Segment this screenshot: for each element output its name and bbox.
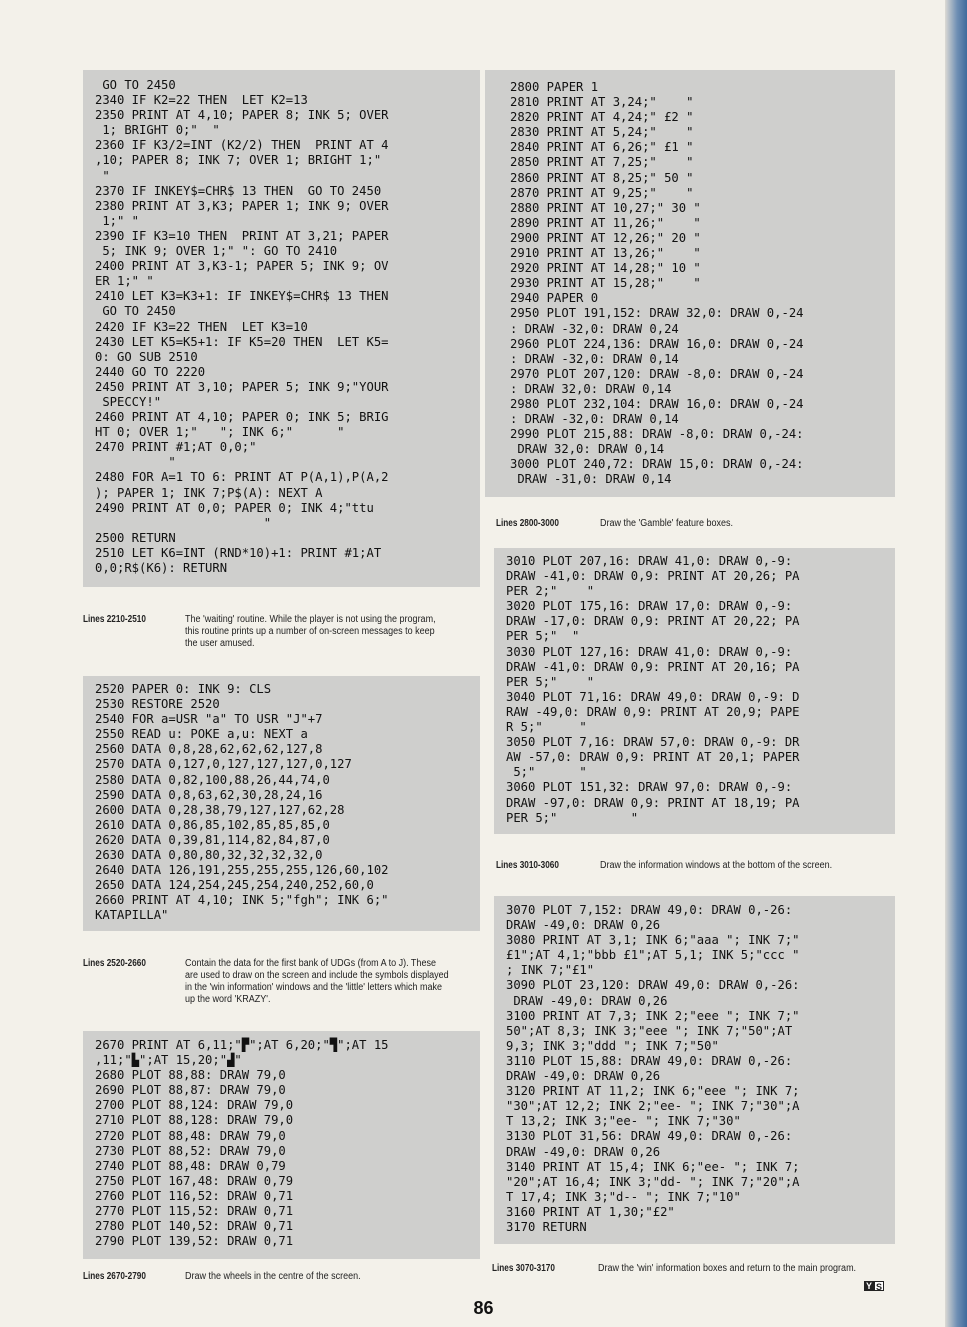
code-line: 2750 PLOT 167,48: DRAW 0,79 bbox=[95, 1173, 294, 1188]
code-line: ,10; PAPER 8; INK 7; OVER 1; BRIGHT 1;" bbox=[95, 153, 382, 168]
code-line: 2500 RETURN bbox=[95, 530, 176, 545]
code-line: 2560 DATA 0,8,28,62,62,62,127,8 bbox=[95, 742, 323, 757]
caption-label: Lines 2520-2660 bbox=[83, 958, 146, 969]
caption-text: Draw the information windows at the bottom of the screen. bbox=[600, 860, 833, 871]
code-line: 2430 LET K5=K5+1: IF K5=20 THEN LET K5= bbox=[95, 334, 389, 349]
code-line: 2840 PRINT AT 6,26;" £1 " bbox=[510, 140, 694, 155]
code-line: 0,0;R$(K6): RETURN bbox=[95, 561, 228, 575]
code-line: 0: GO SUB 2510 bbox=[95, 349, 198, 364]
code-line: DRAW -41,0: DRAW 0,9: PRINT AT 20,16; PA bbox=[506, 659, 800, 674]
code-line: 3080 PRINT AT 3,1; INK 6;"aaa "; INK 7;" bbox=[506, 933, 800, 948]
page-edge-stripe bbox=[945, 0, 967, 1327]
code-line: 2810 PRINT AT 3,24;" " bbox=[510, 95, 694, 110]
code-line: 5; INK 9; OVER 1;" ": GO TO 2410 bbox=[95, 244, 338, 259]
code-line: : DRAW -32,0: DRAW 0,14 bbox=[510, 351, 679, 366]
code-line: 2850 PRINT AT 7,25;" " bbox=[510, 155, 694, 170]
code-line: 3010 PLOT 207,16: DRAW 41,0: DRAW 0,-9: bbox=[506, 554, 793, 568]
code-listing-2520-2660 bbox=[83, 676, 480, 931]
code-line: " bbox=[95, 168, 110, 183]
caption-label: Lines 2800-3000 bbox=[496, 518, 559, 529]
code-line: 2480 FOR A=1 TO 6: PRINT AT P(A,1),P(A,2 bbox=[95, 470, 389, 485]
code-line: 2940 PAPER 0 bbox=[510, 291, 599, 306]
code-line: SPECCY!" bbox=[95, 394, 162, 409]
caption-text: The 'waiting' routine. While the player is not using the program, this routine prints up a number of on-screen messages to keep the user amused. bbox=[185, 614, 436, 649]
code-line: DRAW -49,0: DRAW 0,26 bbox=[506, 993, 668, 1008]
code-line: 3100 PRINT AT 7,3; INK 2;"eee "; INK 7;" bbox=[506, 1008, 800, 1023]
code-line: : DRAW -32,0: DRAW 0,24 bbox=[510, 321, 679, 336]
code-line: 2980 PLOT 232,104: DRAW 16,0: DRAW 0,-24 bbox=[510, 396, 804, 411]
code-line: DRAW 32,0: DRAW 0,14 bbox=[510, 442, 665, 457]
caption-label: Lines 2210-2510 bbox=[83, 614, 146, 625]
code-line: 2650 DATA 124,254,245,254,240,252,60,0 bbox=[95, 878, 374, 893]
code-line: 2570 DATA 0,127,0,127,127,127,0,127 bbox=[95, 757, 352, 772]
caption-3070-3170 bbox=[492, 1263, 892, 1275]
code-line: KATAPILLA" bbox=[95, 908, 169, 923]
caption-label: Lines 2670-2790 bbox=[83, 1271, 146, 1282]
badge-y: Y bbox=[865, 1281, 872, 1291]
code-line: 2830 PRINT AT 5,24;" " bbox=[510, 125, 694, 140]
code-line: 3120 PRINT AT 11,2; INK 6;"eee "; INK 7; bbox=[506, 1084, 800, 1099]
code-line: 3030 PLOT 127,16: DRAW 41,0: DRAW 0,-9: bbox=[506, 644, 793, 659]
code-line: 2730 PLOT 88,52: DRAW 79,0 bbox=[95, 1143, 286, 1158]
code-line: 3020 PLOT 175,16: DRAW 17,0: DRAW 0,-9: bbox=[506, 599, 793, 614]
code-listing-2340-2510 bbox=[83, 70, 480, 587]
code-line: 2600 DATA 0,28,38,79,127,127,62,28 bbox=[95, 802, 345, 817]
code-line: 50";AT 8,3; INK 3;"eee "; INK 7;"50";AT bbox=[506, 1023, 793, 1038]
code-line: 2900 PRINT AT 12,26;" 20 " bbox=[510, 230, 701, 245]
code-line: : DRAW 32,0: DRAW 0,14 bbox=[510, 381, 672, 396]
code-line: 2510 LET K6=INT (RND*10)+1: PRINT #1;AT bbox=[95, 545, 382, 560]
code-line: 2410 LET K3=K3+1: IF INKEY$=CHR$ 13 THEN bbox=[95, 289, 389, 304]
code-line: 3070 PLOT 7,152: DRAW 49,0: DRAW 0,-26: bbox=[506, 903, 793, 917]
caption-2800-3000 bbox=[496, 518, 896, 530]
code-line: 2590 DATA 0,8,63,62,30,28,24,16 bbox=[95, 787, 323, 802]
code-line: GO TO 2450 bbox=[95, 304, 176, 319]
code-line: 2400 PRINT AT 3,K3-1; PAPER 5; INK 9; OV bbox=[95, 259, 389, 274]
code-line: 2690 PLOT 88,87: DRAW 79,0 bbox=[95, 1083, 286, 1098]
code-line: 3130 PLOT 31,56: DRAW 49,0: DRAW 0,-26: bbox=[506, 1129, 793, 1144]
caption-text: Contain the data for the first bank of UDGs (from A to J). These are used to draw on the screen and include the symbols displayed in the 'win information' windows and the 'little' letters which make up the word 'KRAZY'. bbox=[185, 958, 449, 1005]
code-line: 2870 PRINT AT 9,25;" " bbox=[510, 185, 694, 200]
code-line: 2740 PLOT 88,48: DRAW 0,79 bbox=[95, 1158, 286, 1173]
code-line: DRAW -49,0: DRAW 0,26 bbox=[506, 1144, 661, 1159]
caption-label: Lines 3010-3060 bbox=[496, 860, 559, 871]
code-line: 1;" " bbox=[95, 213, 140, 228]
code-line: T 17,4; INK 3;"d-- "; INK 7;"10" bbox=[506, 1189, 741, 1204]
code-line: DRAW -31,0: DRAW 0,14 bbox=[510, 472, 672, 487]
code-line: AW -57,0: DRAW 0,9: PRINT AT 20,1; PAPER bbox=[506, 750, 800, 765]
code-line: 2970 PLOT 207,120: DRAW -8,0: DRAW 0,-24 bbox=[510, 366, 804, 381]
code-line: : DRAW -32,0: DRAW 0,14 bbox=[510, 412, 679, 427]
caption-2520-2660 bbox=[83, 958, 480, 1006]
code-line: T 13,2; INK 3;"ee- "; INK 7;"30" bbox=[506, 1114, 741, 1129]
code-line: PER 5;" " bbox=[506, 674, 595, 689]
code-line: PER 5;" " bbox=[506, 810, 639, 825]
code-listing-3010-3060 bbox=[494, 548, 895, 834]
code-line: 2380 PRINT AT 3,K3; PAPER 1; INK 9; OVER bbox=[95, 198, 389, 213]
code-line: DRAW -49,0: DRAW 0,26 bbox=[506, 918, 661, 933]
code-line: 3110 PLOT 15,88: DRAW 49,0: DRAW 0,-26: bbox=[506, 1053, 793, 1068]
code-line: RAW -49,0: DRAW 0,9: PRINT AT 20,9; PAPE bbox=[506, 704, 800, 719]
code-line: 2490 PRINT AT 0,0; PAPER 0; INK 4;"ttu bbox=[95, 500, 374, 515]
code-line: 2340 IF K2=22 THEN LET K2=13 bbox=[95, 93, 308, 108]
code-line: 2470 PRINT #1;AT 0,0;" bbox=[95, 440, 257, 455]
code-line: ,11;"▙";AT 15,20;"▟" bbox=[95, 1053, 242, 1068]
code-line: 2660 PRINT AT 4,10; INK 5;"fgh"; INK 6;" bbox=[95, 893, 389, 908]
code-line: 2880 PRINT AT 10,27;" 30 " bbox=[510, 200, 701, 215]
page-number: 86 bbox=[473, 1298, 494, 1318]
caption-2670-2790 bbox=[83, 1271, 480, 1283]
code-line: "20";AT 16,4; INK 3;"dd- "; INK 7;"20";A bbox=[506, 1174, 800, 1189]
code-line: 2780 PLOT 140,52: DRAW 0,71 bbox=[95, 1219, 294, 1234]
code-line: GO TO 2450 bbox=[95, 78, 176, 92]
caption-text: Draw the wheels in the centre of the screen. bbox=[185, 1271, 361, 1282]
code-line: 2550 READ u: POKE a,u: NEXT a bbox=[95, 727, 308, 742]
code-listing-3070-3170 bbox=[494, 896, 895, 1244]
code-line: 2520 PAPER 0: INK 9: CLS bbox=[95, 682, 272, 696]
code-line: 2460 PRINT AT 4,10; PAPER 0; INK 5; BRIG bbox=[95, 410, 389, 425]
code-line: 3000 PLOT 240,72: DRAW 15,0: DRAW 0,-24: bbox=[510, 457, 804, 472]
code-line: 3040 PLOT 71,16: DRAW 49,0: DRAW 0,-9: D bbox=[506, 689, 800, 704]
code-listing-2800-3000 bbox=[485, 70, 895, 497]
code-line: R 5;" " bbox=[506, 720, 587, 735]
code-line: 3160 PRINT AT 1,30;"£2" bbox=[506, 1204, 675, 1219]
code-line: £1";AT 4,1;"bbb £1";AT 5,1; INK 5;"ccc " bbox=[506, 948, 800, 963]
code-line: "30";AT 12,2; INK 2;"ee- "; INK 7;"30";A bbox=[506, 1099, 800, 1114]
code-line: DRAW -49,0: DRAW 0,26 bbox=[506, 1069, 661, 1084]
code-listing-2670-2790 bbox=[83, 1031, 480, 1259]
code-line: 2630 DATA 0,80,80,32,32,32,32,0 bbox=[95, 848, 323, 863]
ys-logo-badge bbox=[864, 1281, 884, 1291]
code-line: 2450 PRINT AT 3,10; PAPER 5; INK 9;"YOUR bbox=[95, 379, 389, 394]
code-line: " bbox=[95, 455, 176, 470]
code-line: 2390 IF K3=10 THEN PRINT AT 3,21; PAPER bbox=[95, 228, 389, 243]
caption-label: Lines 3070-3170 bbox=[492, 1263, 555, 1274]
code-line: PER 5;" " bbox=[506, 629, 580, 644]
code-line: 2360 IF K3/2=INT (K2/2) THEN PRINT AT 4 bbox=[95, 138, 389, 153]
code-line: 2990 PLOT 215,88: DRAW -8,0: DRAW 0,-24: bbox=[510, 427, 804, 442]
code-line: 2370 IF INKEY$=CHR$ 13 THEN GO TO 2450 bbox=[95, 183, 382, 198]
code-line: 3050 PLOT 7,16: DRAW 57,0: DRAW 0,-9: DR bbox=[506, 735, 800, 750]
code-line: 2800 PAPER 1 bbox=[510, 80, 599, 94]
code-line: 3140 PRINT AT 15,4; INK 6;"ee- "; INK 7; bbox=[506, 1159, 800, 1174]
code-line: 2760 PLOT 116,52: DRAW 0,71 bbox=[95, 1188, 294, 1203]
caption-text: Draw the 'win' information boxes and return to the main program. bbox=[598, 1263, 857, 1274]
code-line: 2440 GO TO 2220 bbox=[95, 364, 206, 379]
code-line: ); PAPER 1; INK 7;P$(A): NEXT A bbox=[95, 485, 323, 500]
code-line: 2420 IF K3=22 THEN LET K3=10 bbox=[95, 319, 308, 334]
code-line: ER 1;" " bbox=[95, 274, 154, 289]
code-line: DRAW -41,0: DRAW 0,9: PRINT AT 20,26; PA bbox=[506, 569, 800, 584]
code-line: 2540 FOR a=USR "a" TO USR "J"+7 bbox=[95, 712, 323, 727]
code-line: 2610 DATA 0,86,85,102,85,85,85,0 bbox=[95, 817, 330, 832]
code-line: 3060 PLOT 151,32: DRAW 97,0: DRAW 0,-9: bbox=[506, 780, 793, 795]
code-line: 2710 PLOT 88,128: DRAW 79,0 bbox=[95, 1113, 294, 1128]
code-line: 2680 PLOT 88,88: DRAW 79,0 bbox=[95, 1068, 286, 1083]
code-line: 5;" " bbox=[506, 765, 587, 780]
code-line: 2580 DATA 0,82,100,88,26,44,74,0 bbox=[95, 772, 330, 787]
code-line: 2960 PLOT 224,136: DRAW 16,0: DRAW 0,-24 bbox=[510, 336, 804, 351]
code-line: HT 0; OVER 1;" "; INK 6;" " bbox=[95, 425, 345, 440]
code-line: 2670 PRINT AT 6,11;"▛";AT 6,20;"▜";AT 15 bbox=[95, 1038, 389, 1052]
code-line: 2770 PLOT 115,52: DRAW 0,71 bbox=[95, 1204, 294, 1219]
code-line: 1; BRIGHT 0;" " bbox=[95, 123, 220, 138]
code-line: 2350 PRINT AT 4,10; PAPER 8; INK 5; OVER bbox=[95, 108, 389, 123]
code-line: 2620 DATA 0,39,81,114,82,84,87,0 bbox=[95, 832, 330, 847]
code-line: 2950 PLOT 191,152: DRAW 32,0: DRAW 0,-24 bbox=[510, 306, 804, 321]
code-line: PER 2;" " bbox=[506, 584, 595, 599]
code-line: DRAW -17,0: DRAW 0,9: PRINT AT 20,22; PA bbox=[506, 614, 800, 629]
code-line: 2640 DATA 126,191,255,255,255,126,60,102 bbox=[95, 863, 389, 878]
caption-2210-2510 bbox=[83, 614, 480, 650]
code-line: 2910 PRINT AT 13,26;" " bbox=[510, 246, 701, 261]
code-line: 2860 PRINT AT 8,25;" 50 " bbox=[510, 170, 694, 185]
code-line: DRAW -97,0: DRAW 0,9: PRINT AT 18,19; PA bbox=[506, 795, 800, 810]
code-line: 2890 PRINT AT 11,26;" " bbox=[510, 215, 701, 230]
badge-s: S bbox=[875, 1282, 882, 1292]
code-line: 2790 PLOT 139,52: DRAW 0,71 bbox=[95, 1234, 294, 1249]
code-line: 2700 PLOT 88,124: DRAW 79,0 bbox=[95, 1098, 294, 1113]
code-line: " bbox=[95, 515, 272, 530]
code-line: ; INK 7;"£1" bbox=[506, 963, 595, 978]
code-line: 2820 PRINT AT 4,24;" £2 " bbox=[510, 110, 694, 125]
caption-3010-3060 bbox=[496, 860, 896, 872]
code-line: 2530 RESTORE 2520 bbox=[95, 697, 220, 712]
code-line: 2930 PRINT AT 15,28;" " bbox=[510, 276, 701, 291]
code-line: 3090 PLOT 23,120: DRAW 49,0: DRAW 0,-26: bbox=[506, 978, 800, 993]
code-line: 2920 PRINT AT 14,28;" 10 " bbox=[510, 261, 701, 276]
code-line: 9,3; INK 3;"ddd "; INK 7;"50" bbox=[506, 1038, 719, 1053]
code-line: 2720 PLOT 88,48: DRAW 79,0 bbox=[95, 1128, 286, 1143]
caption-text: Draw the 'Gamble' feature boxes. bbox=[600, 518, 734, 529]
code-line: 3170 RETURN bbox=[506, 1219, 587, 1234]
